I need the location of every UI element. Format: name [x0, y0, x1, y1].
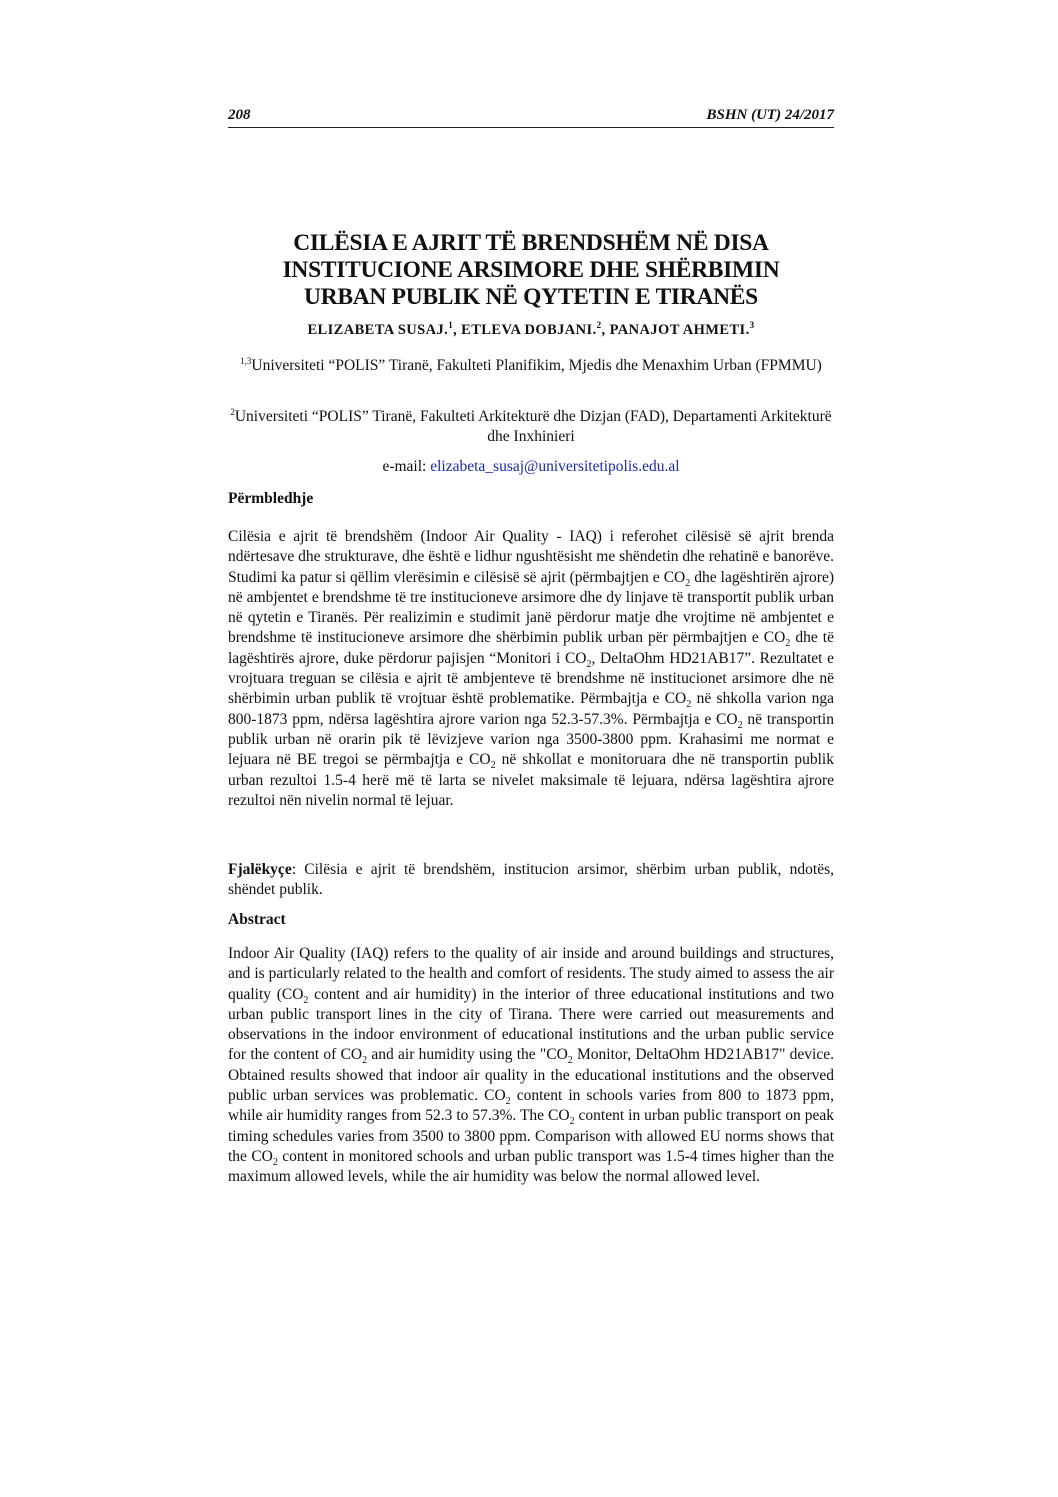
email-link[interactable]: elizabeta_susaj@universitetipolis.edu.al [430, 458, 680, 475]
text-run: content in monitored schools and urban public transport was 1.5-4 times higher than the maximum allowed levels, while the air humidity was below the normal allowed level. [228, 1147, 835, 1186]
affiliation-mark: 2 [230, 406, 235, 417]
abstract-paragraph [228, 944, 834, 1188]
text-run: , DeltaOhm HD21AB17”. Rezultatet e vrojtuara treguan se cilësia e ajrit të ambjenteve të brendshme në institucionet arsimore dhe në shërbimin urban publik të vrojtuar është problematike. Përmbajtja e CO [228, 649, 834, 708]
text-run: në shkolla varion nga 800-1873 ppm, ndërsa lagështira ajrore varion nga 52.3-57.3%. Përmbajtja e CO [228, 690, 834, 728]
header-rule [228, 127, 834, 128]
keywords-label: Fjalëkyçe [228, 861, 292, 878]
title-line-1: CILËSIA E AJRIT TË BRENDSHËM NË DISA [293, 230, 769, 256]
keywords [228, 860, 834, 901]
author-affiliation-mark: 2 [596, 320, 602, 331]
subscript: 2 [490, 760, 496, 772]
author-list [228, 322, 834, 339]
paper-title [228, 230, 834, 311]
text-run: Monitor, DeltaOhm HD21AB17" device. Obtained results showed that indoor air quality in the educational institutions and the observed public urban services was problematic. CO [228, 1046, 834, 1105]
subscript: 2 [586, 658, 592, 670]
affiliation-1 [228, 356, 834, 376]
text-run: dhe të lagështirës ajrore, duke përdorur pajisjen “Monitori i CO [228, 629, 834, 667]
title-line-3: URBAN PUBLIK NË QYTETIN E TIRANËS [304, 284, 758, 310]
subscript: 2 [303, 994, 309, 1006]
text-run: dhe lagështirën ajrore) në ambjentet e brendshme të tre institucioneve arsimore dhe dy linjave të transportit publik urban në qytetin e Tiranës. Për realizimin e studimit janë përdorur matje dhe vrojtime në ambjentet e brendshme të institucioneve arsimore dhe shërbimin publik urban për përmbajtjen e CO [228, 568, 834, 647]
permbledhje-heading: Përmbledhje [228, 490, 314, 507]
text-run: content in schools varies from 800 to 1873 ppm, while air humidity ranges from 52.3 to 57.3%. The CO [228, 1087, 834, 1125]
author-affiliation-mark: 1 [448, 320, 454, 331]
affiliation-mark: 1,3 [240, 355, 252, 366]
subscript: 2 [685, 577, 691, 589]
abstract-heading: Abstract [228, 911, 286, 928]
subscript: 2 [362, 1055, 368, 1067]
affiliation-2 [228, 407, 834, 447]
text-run: content and air humidity) in the interior of three educational institutions and two urban public transport lines in the city of Tirana. There were carried out measurements and observations in the indoor environment of educational institutions and the urban public service for the content of CO [228, 985, 834, 1064]
text-run: në shkollat e monitoruara dhe në transportin publik urban rezultoi 1.5-4 herë më të larta se nivelet maksimale të lejuara, ndërsa lagështira ajrore rezultoi nën nivelin normal të lejuar. [228, 751, 834, 809]
subscript: 2 [686, 699, 692, 711]
subscript: 2 [569, 1116, 575, 1128]
author-separator: , [601, 322, 610, 338]
permbledhje-paragraph [228, 527, 834, 811]
affiliation-text: Universiteti “POLIS” Tiranë, Fakulteti Planifikim, Mjedis dhe Menaxhim Urban (FPMMU) [251, 357, 822, 374]
subscript: 2 [737, 719, 743, 731]
subscript: 2 [567, 1055, 573, 1067]
keywords-text: : Cilësia e ajrit të brendshëm, institucion arsimor, shërbim urban publik, ndotës, shëndet publik. [228, 861, 834, 899]
text-run: and air humidity using the "CO [367, 1046, 568, 1064]
running-header [228, 107, 834, 129]
subscript: 2 [785, 638, 791, 650]
author-affiliation-mark: 3 [749, 320, 755, 331]
author-name: ETLEVA DOBJANI. [461, 322, 597, 338]
author-separator: , [453, 322, 462, 338]
author-name: PANAJOT AHMETI. [609, 322, 750, 338]
contact-email [228, 458, 834, 476]
journal-reference: BSHN (UT) 24/2017 [706, 107, 834, 123]
author-name: ELIZABETA SUSAJ. [307, 322, 449, 338]
affiliation-text: Universiteti “POLIS” Tiranë, Fakulteti Arkitekturë dhe Dizjan (FAD), Departamenti Arkitekturë dhe Inxhinieri [234, 408, 832, 445]
text-run: Cilësia e ajrit të brendshëm (Indoor Air Quality - IAQ) i referohet cilësisë së ajrit brenda ndërtesave dhe strukturave, dhe është e lidhur ngushtësisht me shëndetin dhe rehatinë e banorëve. Studimi ka patur si qëllim vlerësimin e cilësisë së ajrit (përmbajtjen e CO [228, 528, 834, 586]
text-run: Indoor Air Quality (IAQ) refers to the quality of air inside and around buildings and structures, and is particularly related to the health and comfort of residents. The study aimed to assess the air quality (CO [228, 945, 834, 1003]
subscript: 2 [272, 1157, 278, 1169]
text-run: në transportin publik urban në orarin pik të lëvizjeve varion nga 3500-3800 ppm. Krahasimi me normat e lejuara në BE tregoi se përmbajtja e CO [228, 710, 834, 769]
text-run: content in urban public transport on peak timing schedules varies from 3500 to 3800 ppm. Comparison with allowed EU norms shows that the CO [228, 1107, 834, 1165]
page-number: 208 [228, 107, 251, 123]
email-label: e-mail: [382, 458, 431, 475]
title-line-2: INSTITUCIONE ARSIMORE DHE SHËRBIMIN [282, 257, 780, 283]
subscript: 2 [505, 1096, 511, 1108]
